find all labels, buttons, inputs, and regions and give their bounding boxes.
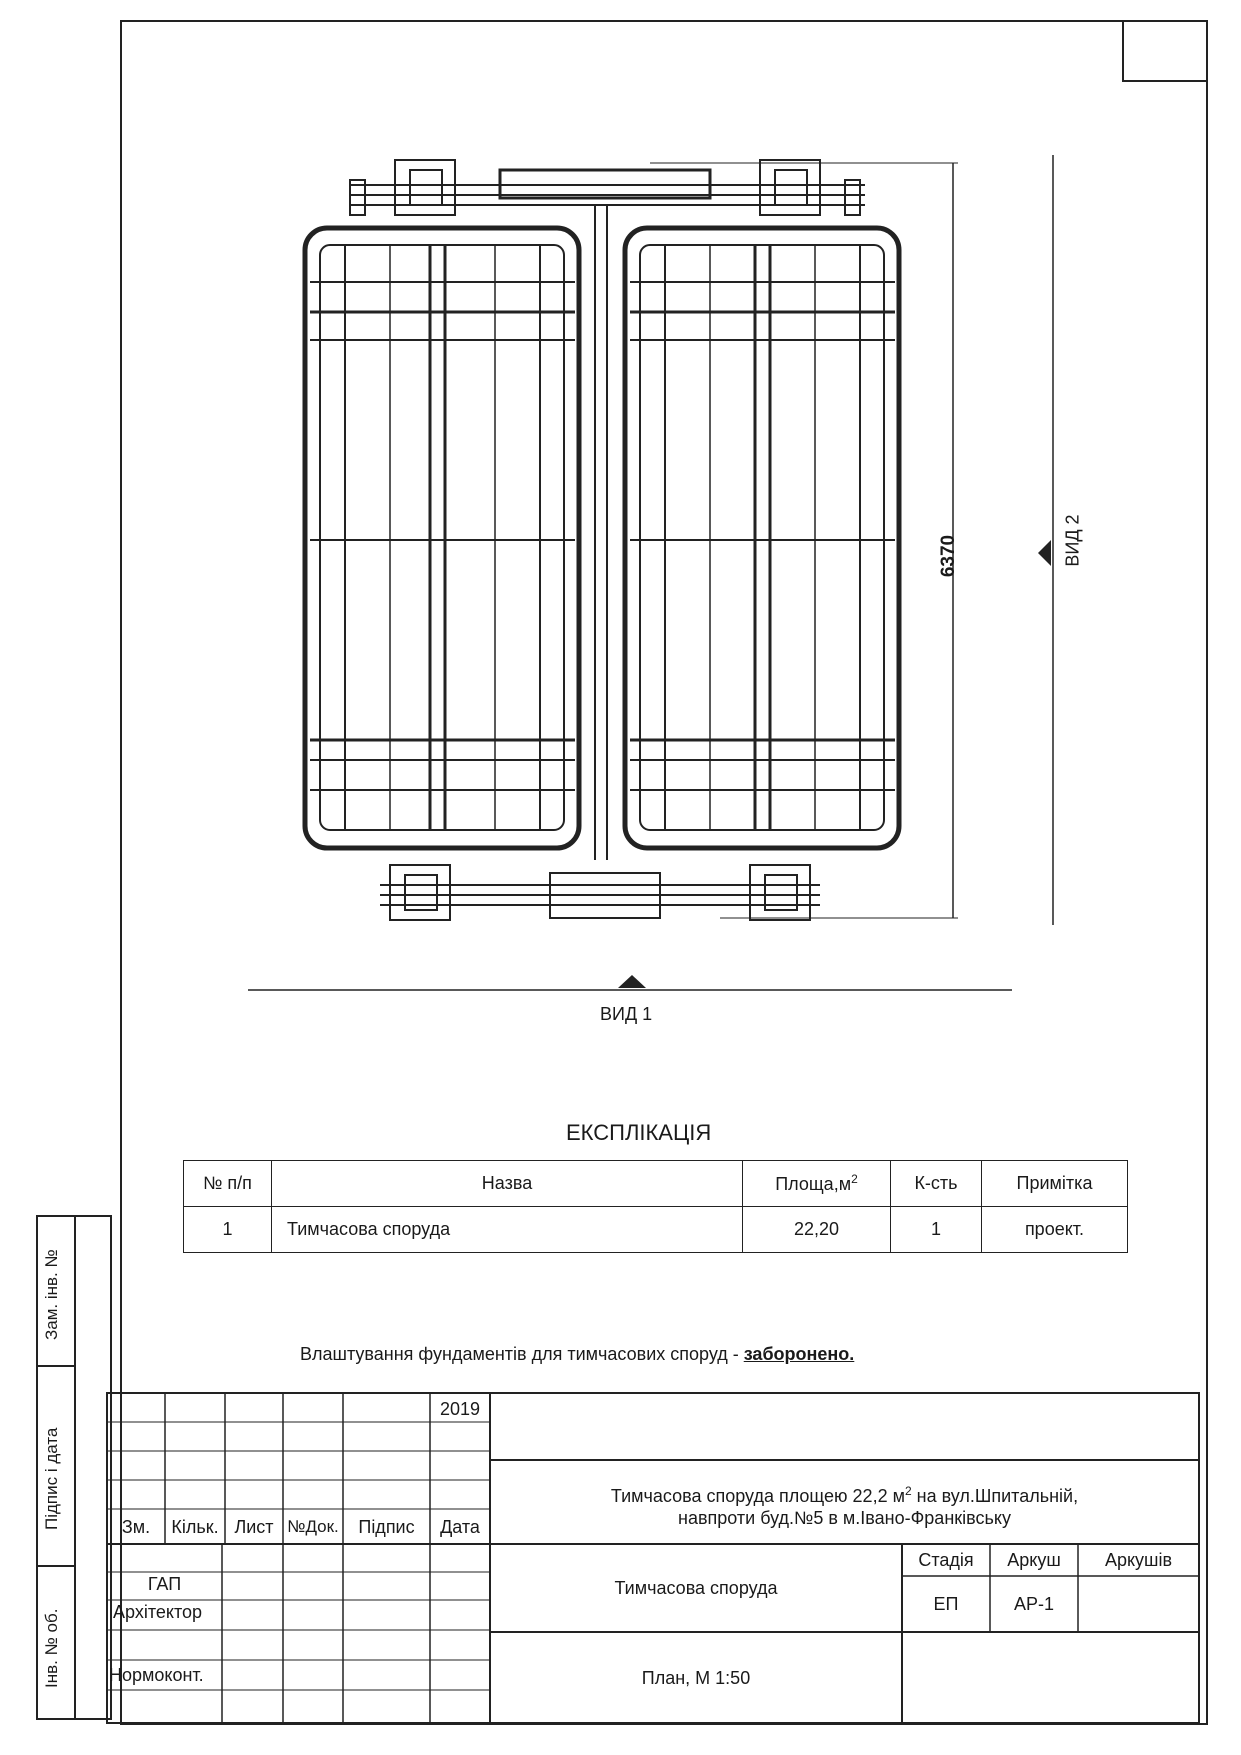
- role-architect: Архітектор: [113, 1602, 203, 1622]
- row-area: 22,20: [743, 1207, 891, 1253]
- signature-date-label: Підпис і дата: [42, 1427, 61, 1530]
- sheet-value: АР-1: [1013, 1594, 1055, 1614]
- row-note: проект.: [982, 1207, 1128, 1253]
- sheet-name: План, М 1:50: [641, 1668, 751, 1688]
- row-num: 1: [184, 1207, 272, 1253]
- sheets-label: Аркушів: [1104, 1550, 1173, 1570]
- header-num: № п/п: [184, 1161, 272, 1207]
- row-qty: 1: [891, 1207, 982, 1253]
- project-title: Тимчасова споруда площею 22,2 $м^2$ на вул.Шпитальній, навпроти буд.№5 в м.Івано-Франківську: [610, 1484, 1079, 1528]
- col-header-date: Дата: [440, 1517, 480, 1537]
- role-gap: ГАП: [147, 1574, 182, 1594]
- stage-label: Стадія: [918, 1550, 974, 1570]
- foundation-notice: Влаштування фундаментів для тимчасових споруд - заборонено.: [300, 1344, 855, 1364]
- replace-inv-label: Зам. інв. №: [42, 1249, 61, 1340]
- view2-label: ВИД 2: [1062, 514, 1083, 567]
- sheet-label: Аркуш: [1007, 1550, 1061, 1570]
- col-header-change: Зм.: [121, 1517, 151, 1537]
- col-header-doc: №Док.: [287, 1517, 339, 1536]
- col-header-sheet: Лист: [234, 1517, 274, 1537]
- role-normcontrol: Нормоконт.: [109, 1665, 204, 1685]
- view1-label: ВИД 1: [600, 1004, 653, 1024]
- row-name: Тимчасова споруда: [272, 1207, 743, 1253]
- explication-title: ЕКСПЛІКАЦІЯ: [566, 1120, 712, 1145]
- dimension-label: 6370: [938, 534, 960, 578]
- inv-original-label: Інв. № об.: [42, 1608, 61, 1688]
- header-area: $Площа,м^2$: [743, 1161, 891, 1207]
- stage-value: ЕП: [933, 1594, 959, 1614]
- header-note: Примітка: [982, 1161, 1128, 1207]
- header-name: Назва: [272, 1161, 743, 1207]
- object-name: Тимчасова споруда: [614, 1578, 778, 1598]
- col-header-signature: Підпис: [358, 1517, 415, 1537]
- col-header-qty: Кільк.: [171, 1517, 219, 1537]
- header-qty: К-сть: [891, 1161, 982, 1207]
- year-value: 2019: [439, 1399, 481, 1419]
